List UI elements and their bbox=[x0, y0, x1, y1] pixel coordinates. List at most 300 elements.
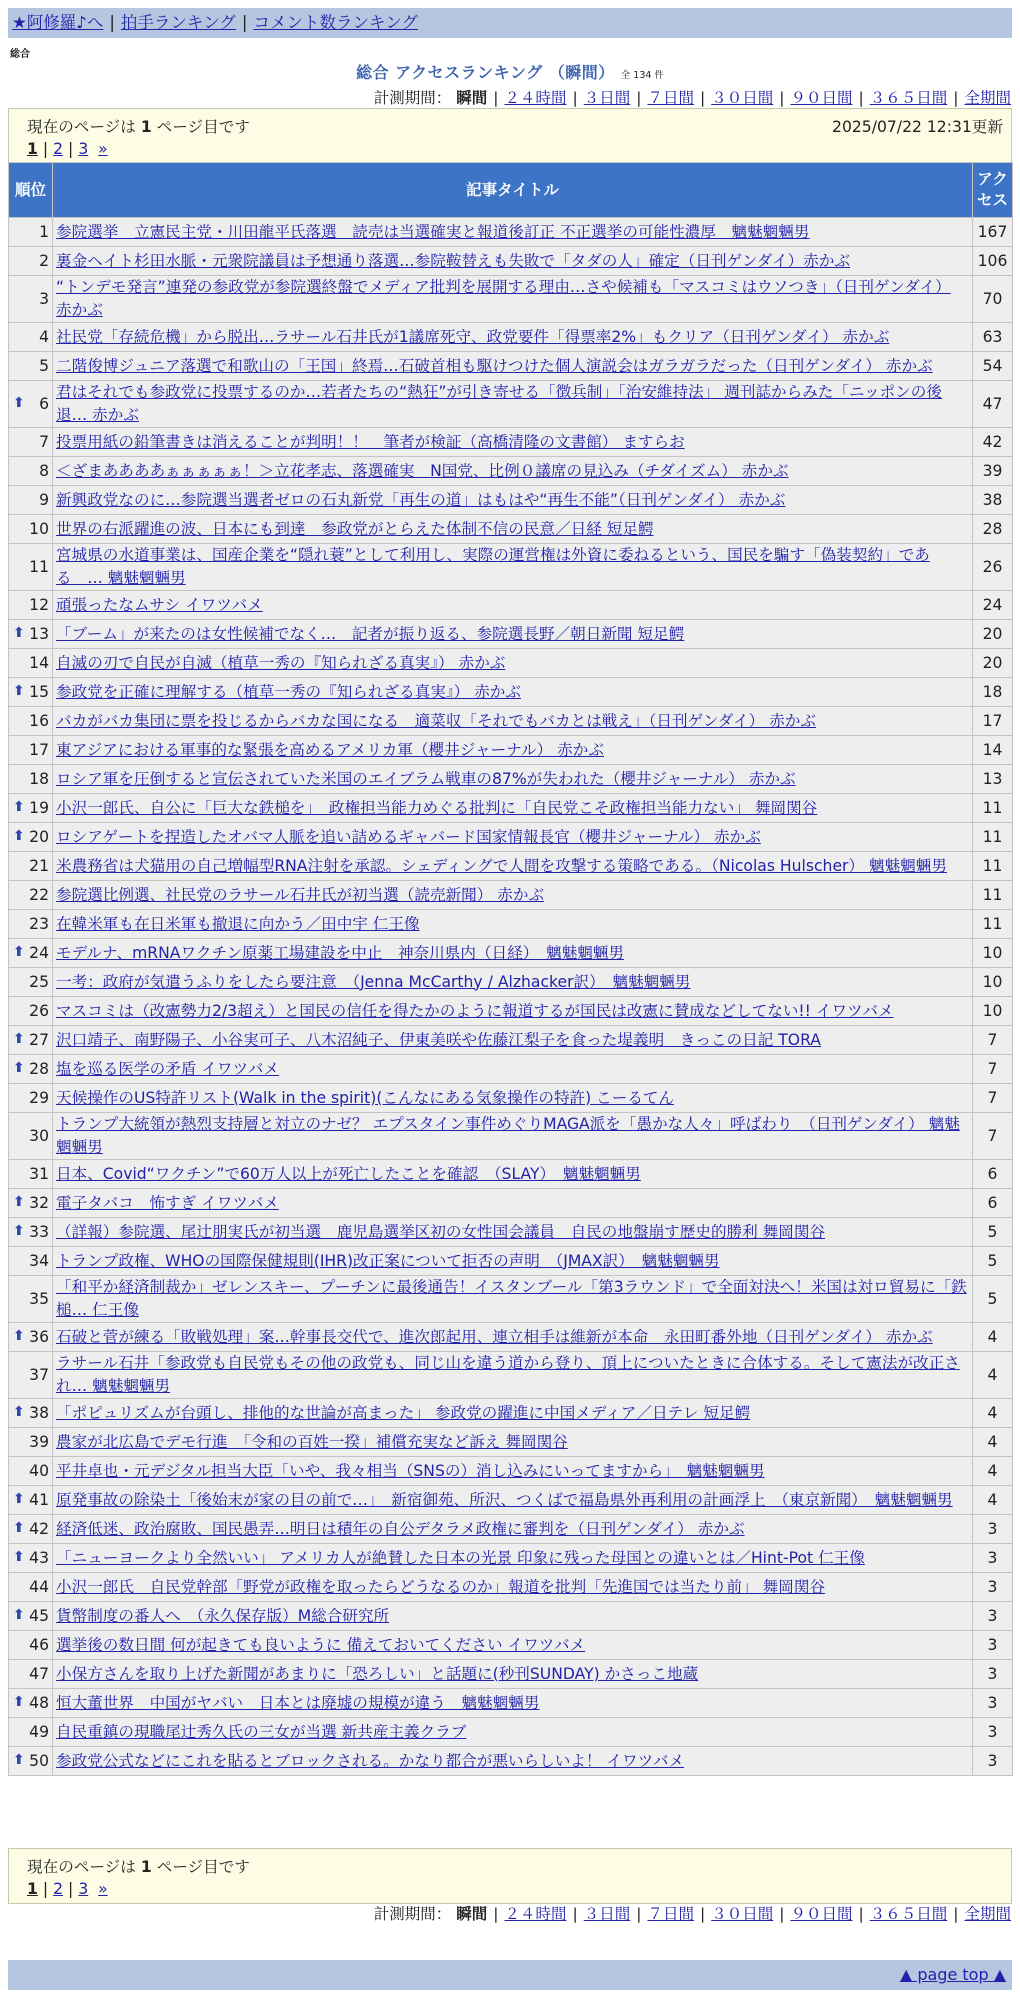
access-count: 4 bbox=[973, 1352, 1013, 1399]
title-cell bbox=[53, 1602, 973, 1631]
period-link-30d[interactable]: ３０日間 bbox=[711, 89, 774, 107]
table-row bbox=[9, 428, 1013, 457]
title-cell bbox=[53, 1276, 973, 1323]
title-cell bbox=[53, 794, 973, 823]
rank-cell bbox=[9, 218, 53, 247]
period-link-all[interactable]: 全期間 bbox=[964, 89, 1011, 107]
current-page: 1 bbox=[27, 140, 38, 158]
title-cell bbox=[53, 1189, 973, 1218]
title-cell bbox=[53, 591, 973, 620]
rank-number: 18 bbox=[29, 769, 49, 788]
access-count: 63 bbox=[973, 323, 1013, 352]
article-link[interactable]: バカがバカ集団に票を投じるからバカな国になる 適菜収「それでもバカとは戦え」（日刊ゲンダイ） 赤かぶ bbox=[56, 711, 817, 730]
header-title: 記事タイトル bbox=[53, 163, 973, 218]
access-count: 3 bbox=[973, 1718, 1013, 1747]
nav-separator: | bbox=[109, 13, 115, 32]
article-link[interactable]: 小沢一郎氏 自民党幹部「野党が政権を取ったらどうなるのか」報道を批判「先進国では当たり前」 舞岡関谷 bbox=[56, 1577, 826, 1596]
table-row bbox=[9, 1457, 1013, 1486]
period-current: 瞬間 bbox=[456, 89, 488, 107]
table-row bbox=[9, 620, 1013, 649]
rank-number: 19 bbox=[29, 798, 49, 817]
period-link-90d[interactable]: ９０日間 bbox=[790, 89, 853, 107]
access-count: 11 bbox=[973, 823, 1013, 852]
rank-number: 29 bbox=[29, 1088, 49, 1107]
rank-number: 36 bbox=[29, 1327, 49, 1346]
title-cell bbox=[53, 323, 973, 352]
rank-number: 3 bbox=[39, 289, 49, 308]
rank-number: 26 bbox=[29, 1001, 49, 1020]
home-link[interactable]: ★阿修羅♪へ bbox=[12, 13, 104, 32]
table-row bbox=[9, 1631, 1013, 1660]
title-cell bbox=[53, 765, 973, 794]
rank-number: 9 bbox=[39, 490, 49, 509]
article-link[interactable]: 参政党を正確に理解する（植草一秀の『知られざる真実』） 赤かぶ bbox=[56, 682, 521, 701]
article-link[interactable]: 石破と菅が練る「敗戦処理」案…幹事長交代で、進次郎起用、連立相手は維新が本命 永田町番外地（日刊ゲンダイ） 赤かぶ bbox=[56, 1327, 933, 1346]
article-link[interactable]: 参政党公式などにこれを貼るとブロックされる。かなり都合が悪いらしいよ！ イワツバメ bbox=[56, 1751, 685, 1770]
rank-number: 21 bbox=[29, 856, 49, 875]
access-count: 28 bbox=[973, 515, 1013, 544]
title-cell bbox=[53, 515, 973, 544]
period-link-7d[interactable]: ７日間 bbox=[647, 89, 694, 107]
title-cell bbox=[53, 218, 973, 247]
rank-cell bbox=[9, 381, 53, 428]
table-row bbox=[9, 707, 1013, 736]
article-link[interactable]: ロシア軍を圧倒すると宣伝されていた米国のエイブラム戦車の87%が失われた（櫻井ジャーナル） 赤かぶ bbox=[56, 769, 796, 788]
article-link[interactable]: 電子タバコ 怖すぎ イワツバメ bbox=[56, 1193, 279, 1212]
period-link-3d[interactable]: ３日間 bbox=[583, 1905, 631, 1923]
total-count: 全 134 件 bbox=[620, 70, 664, 81]
rank-number: 43 bbox=[29, 1548, 49, 1567]
clap-ranking-link[interactable]: 拍手ランキング bbox=[120, 13, 236, 32]
period-link-365d[interactable]: ３６５日間 bbox=[869, 89, 948, 107]
article-link[interactable]: 「和平か経済制裁か」ゼレンスキー、プーチンに最後通告！イスタンブール「第3ラウンド」で全面対決へ！米国は対ロ貿易に「鉄槌… 仁王像 bbox=[56, 1278, 967, 1319]
article-link[interactable]: 平井卓也・元デジタル担当大臣「いや、我々相当（SNSの）消し込みにいってますから」 魑魅魍魎男 bbox=[56, 1461, 765, 1480]
title-cell bbox=[53, 997, 973, 1026]
rank-number: 41 bbox=[29, 1490, 49, 1509]
access-count: 3 bbox=[973, 1544, 1013, 1573]
updated-timestamp: 2025/07/22 12:31更新 bbox=[832, 118, 1003, 136]
article-link[interactable]: モデルナ、mRNAワクチン原薬工場建設を中止 神奈川県内（日経） 魑魅魍魎男 bbox=[56, 943, 625, 962]
up-arrow-icon: ⬆ bbox=[13, 1060, 25, 1077]
up-arrow-icon: ⬆ bbox=[13, 1491, 25, 1508]
rank-number: 46 bbox=[29, 1635, 49, 1654]
rank-number: 49 bbox=[29, 1722, 49, 1741]
article-link[interactable]: 自滅の刃で自民が自滅（植草一秀の『知られざる真実』） 赤かぶ bbox=[56, 653, 506, 672]
rank-cell bbox=[9, 1399, 53, 1428]
title-cell bbox=[53, 1247, 973, 1276]
rank-cell bbox=[9, 1486, 53, 1515]
rank-cell bbox=[9, 428, 53, 457]
rank-cell bbox=[9, 1276, 53, 1323]
rank-cell bbox=[9, 620, 53, 649]
article-link[interactable]: （詳報）参院選、尾辻朋実氏が初当選 鹿児島選挙区初の女性国会議員 自民の地盤崩す歴史的勝利 舞岡関谷 bbox=[56, 1222, 826, 1241]
title-cell bbox=[53, 457, 973, 486]
article-link[interactable]: 恒大董世界 中国がヤバい 日本とは廃墟の規模が違う 魑魅魍魎男 bbox=[56, 1693, 540, 1712]
table-row bbox=[9, 794, 1013, 823]
title-cell bbox=[53, 1352, 973, 1399]
current-page: 1 bbox=[27, 1880, 38, 1898]
table-row bbox=[9, 1276, 1013, 1323]
access-count: 20 bbox=[973, 620, 1013, 649]
access-count: 11 bbox=[973, 910, 1013, 939]
access-count: 11 bbox=[973, 881, 1013, 910]
table-row bbox=[9, 1602, 1013, 1631]
up-arrow-icon: ⬆ bbox=[13, 1194, 25, 1211]
rank-cell bbox=[9, 707, 53, 736]
rank-number: 31 bbox=[29, 1164, 49, 1183]
rank-cell bbox=[9, 1631, 53, 1660]
period-link-24h[interactable]: ２４時間 bbox=[504, 89, 567, 107]
table-row bbox=[9, 1689, 1013, 1718]
table-row bbox=[9, 1247, 1013, 1276]
page-link-3[interactable]: 3 bbox=[78, 1880, 89, 1898]
article-link[interactable]: 「ポピュリズムが台頭し、排他的な世論が高まった」 参政党の躍進に中国メディア／日テレ 短足鰐 bbox=[56, 1403, 751, 1422]
article-link[interactable]: 選挙後の数日間 何が起きても良いように 備えておいてください イワツバメ bbox=[56, 1635, 586, 1654]
up-arrow-icon: ⬆ bbox=[13, 683, 25, 700]
period-selector-top: 計測期間： 瞬間 | ２４時間 | ３日間 | ７日間 | ３０日間 | ９０日間 | ３６５日間 | 全期間 bbox=[373, 89, 1011, 107]
up-arrow-icon: ⬆ bbox=[13, 1752, 25, 1769]
access-count: 4 bbox=[973, 1323, 1013, 1352]
rank-number: 33 bbox=[29, 1222, 49, 1241]
table-row bbox=[9, 1026, 1013, 1055]
period-link-7d[interactable]: ７日間 bbox=[647, 1905, 694, 1923]
article-link[interactable]: 貨幣制度の番人へ （永久保存版）M総合研究所 bbox=[56, 1606, 390, 1625]
page-info: 現在のページは 1 ページ目です bbox=[27, 118, 250, 136]
up-arrow-icon: ⬆ bbox=[13, 395, 25, 412]
rank-cell bbox=[9, 1352, 53, 1399]
rank-number: 23 bbox=[29, 914, 49, 933]
access-count: 42 bbox=[973, 428, 1013, 457]
article-link[interactable]: 投票用紙の鉛筆書きは消えることが判明！！ 筆者が検証（高橋清隆の文書館） ますらお bbox=[56, 432, 685, 451]
title-cell bbox=[53, 1428, 973, 1457]
article-link[interactable]: トランプ政権、WHOの国際保健規則(IHR)改正案について拒否の声明 （JMAX訳） 魑魅魍魎男 bbox=[56, 1251, 720, 1270]
up-arrow-icon: ⬆ bbox=[13, 1404, 25, 1421]
title-cell bbox=[53, 1113, 973, 1160]
article-link[interactable]: 農家が北広島でデモ行進 「令和の百姓一揆」補償充実など訴え 舞岡関谷 bbox=[56, 1432, 568, 1451]
access-count: 3 bbox=[973, 1631, 1013, 1660]
rank-cell bbox=[9, 765, 53, 794]
article-link[interactable]: 在韓米軍も在日米軍も撤退に向かう／田中宇 仁王像 bbox=[56, 914, 420, 933]
period-link-all[interactable]: 全期間 bbox=[964, 1905, 1011, 1923]
article-link[interactable]: 「ブーム」が来たのは女性候補でなく… 記者が振り返る、参院選長野／朝日新聞 短足鰐 bbox=[56, 624, 685, 643]
rank-cell bbox=[9, 323, 53, 352]
access-count: 11 bbox=[973, 852, 1013, 881]
page-link-3[interactable]: 3 bbox=[78, 140, 89, 158]
rank-cell bbox=[9, 1573, 53, 1602]
rank-cell bbox=[9, 736, 53, 765]
title-cell bbox=[53, 1718, 973, 1747]
access-count: 4 bbox=[973, 1428, 1013, 1457]
access-count: 3 bbox=[973, 1515, 1013, 1544]
comment-ranking-link[interactable]: コメント数ランキング bbox=[253, 13, 418, 32]
rank-number: 16 bbox=[29, 711, 49, 730]
article-link[interactable]: 二階俊博ジュニア落選で和歌山の「王国」終焉…石破首相も駆けつけた個人演説会はガラガラだった（日刊ゲンダイ） 赤かぶ bbox=[56, 356, 933, 375]
table-row bbox=[9, 678, 1013, 707]
rank-cell bbox=[9, 1689, 53, 1718]
rank-number: 11 bbox=[29, 557, 49, 576]
article-link[interactable]: 東アジアにおける軍事的な緊張を高めるアメリカ軍（櫻井ジャーナル） 赤かぶ bbox=[56, 740, 604, 759]
rank-number: 35 bbox=[29, 1289, 49, 1308]
table-row bbox=[9, 1323, 1013, 1352]
table-row bbox=[9, 939, 1013, 968]
access-count: 38 bbox=[973, 486, 1013, 515]
rank-cell bbox=[9, 1718, 53, 1747]
title-cell bbox=[53, 428, 973, 457]
ranking-rows bbox=[9, 218, 1013, 1776]
table-row bbox=[9, 381, 1013, 428]
title-cell bbox=[53, 1631, 973, 1660]
access-count: 70 bbox=[973, 276, 1013, 323]
title-cell bbox=[53, 823, 973, 852]
title-cell bbox=[53, 1544, 973, 1573]
up-arrow-icon: ⬆ bbox=[13, 944, 25, 961]
access-count: 7 bbox=[973, 1113, 1013, 1160]
rank-cell bbox=[9, 591, 53, 620]
up-arrow-icon: ⬆ bbox=[13, 1607, 25, 1624]
rank-cell bbox=[9, 1084, 53, 1113]
access-count: 4 bbox=[973, 1457, 1013, 1486]
up-arrow-icon: ⬆ bbox=[13, 1223, 25, 1240]
table-row bbox=[9, 1084, 1013, 1113]
title-cell bbox=[53, 352, 973, 381]
title-cell bbox=[53, 1026, 973, 1055]
rank-cell bbox=[9, 649, 53, 678]
table-row bbox=[9, 515, 1013, 544]
table-row bbox=[9, 1486, 1013, 1515]
rank-cell bbox=[9, 1218, 53, 1247]
rank-number: 2 bbox=[39, 251, 49, 270]
title-cell bbox=[53, 1573, 973, 1602]
article-link[interactable]: 塩を巡る医学の矛盾 イワツバメ bbox=[56, 1059, 279, 1078]
title-cell bbox=[53, 649, 973, 678]
access-count: 54 bbox=[973, 352, 1013, 381]
article-link[interactable]: 宮城県の水道事業は、国産企業を“隠れ蓑”として利用し、実際の運営権は外資に委ねるという、国民を騙す「偽装契約」である … 魑魅魍魎男 bbox=[56, 546, 930, 587]
rank-cell bbox=[9, 486, 53, 515]
page-title-text: 総合 アクセスランキング （瞬間） bbox=[356, 63, 615, 82]
table-row bbox=[9, 1189, 1013, 1218]
rank-number: 47 bbox=[29, 1664, 49, 1683]
period-link-90d[interactable]: ９０日間 bbox=[790, 1905, 853, 1923]
access-count: 14 bbox=[973, 736, 1013, 765]
rank-cell bbox=[9, 247, 53, 276]
period-link-24h[interactable]: ２４時間 bbox=[504, 1905, 567, 1923]
access-count: 26 bbox=[973, 544, 1013, 591]
article-link[interactable]: 経済低迷、政治腐敗、国民愚弄…明日は積年の自公デタラメ政権に審判を（日刊ゲンダイ） 赤かぶ bbox=[56, 1519, 745, 1538]
access-count: 17 bbox=[973, 707, 1013, 736]
access-count: 18 bbox=[973, 678, 1013, 707]
article-link[interactable]: マスコミは（改憲勢力2/3超え）と国民の信任を得たかのように報道するが国民は改憲に賛成などしてない!! イワツバメ bbox=[56, 1001, 894, 1020]
rank-cell bbox=[9, 1544, 53, 1573]
rank-number: 25 bbox=[29, 972, 49, 991]
access-count: 11 bbox=[973, 794, 1013, 823]
article-link[interactable]: 「ニューヨークより全然いい」 アメリカ人が絶賛した日本の光景 印象に残った母国との違いとは／Hint-Pot 仁王像 bbox=[56, 1548, 865, 1567]
access-count: 3 bbox=[973, 1573, 1013, 1602]
page-links: 1 | 2 | 3 » bbox=[27, 140, 108, 158]
title-cell bbox=[53, 881, 973, 910]
article-link[interactable]: トランプ大統領が熱烈支持層と対立のナゼ？ エプスタイン事件めぐりMAGA派を「愚かな人々」呼ばわり （日刊ゲンダイ） 魑魅魍魎男 bbox=[56, 1115, 960, 1156]
ranking-table bbox=[8, 162, 1013, 1776]
rank-cell bbox=[9, 1026, 53, 1055]
table-row bbox=[9, 323, 1013, 352]
rank-number: 27 bbox=[29, 1030, 49, 1049]
table-row bbox=[9, 1660, 1013, 1689]
table-row bbox=[9, 1352, 1013, 1399]
rank-number: 38 bbox=[29, 1403, 49, 1422]
article-link[interactable]: 米農務省は犬猫用の自己増幅型RNA注射を承認。シェディングで人間を攻撃する策略である。（Nicolas Hulscher） 魑魅魍魎男 bbox=[56, 856, 947, 875]
access-count: 3 bbox=[973, 1689, 1013, 1718]
rank-number: 8 bbox=[39, 461, 49, 480]
article-link[interactable]: 参院選比例選、社民党のラサール石井氏が初当選（読売新聞） 赤かぶ bbox=[56, 885, 545, 904]
top-nav-bar bbox=[8, 8, 1012, 38]
period-link-30d[interactable]: ３０日間 bbox=[711, 1905, 774, 1923]
page-link-2[interactable]: 2 bbox=[53, 140, 64, 158]
article-link[interactable]: 裏金ヘイト杉田水脈・元衆院議員は予想通り落選…参院鞍替えも失敗で「タダの人」確定（日刊ゲンダイ）赤かぶ bbox=[56, 251, 851, 270]
table-row bbox=[9, 1544, 1013, 1573]
article-link[interactable]: 新興政党なのに…参院選当選者ゼロの石丸新党「再生の道」はもはや“再生不能”（日刊ゲンダイ） 赤かぶ bbox=[56, 490, 786, 509]
article-link[interactable]: “トンデモ発言”連発の参政党が参院選終盤でメディア批判を展開する理由…さや候補も「マスコミはウソつき」（日刊ゲンダイ） 赤かぶ bbox=[56, 278, 951, 319]
access-count: 3 bbox=[973, 1660, 1013, 1689]
header-access: アクセス bbox=[973, 163, 1013, 218]
period-link-365d[interactable]: ３６５日間 bbox=[869, 1905, 948, 1923]
title-cell bbox=[53, 707, 973, 736]
rank-cell bbox=[9, 1602, 53, 1631]
access-count: 10 bbox=[973, 968, 1013, 997]
table-row bbox=[9, 1747, 1013, 1776]
rank-number: 40 bbox=[29, 1461, 49, 1480]
rank-cell bbox=[9, 1189, 53, 1218]
access-count: 10 bbox=[973, 997, 1013, 1026]
table-row bbox=[9, 1399, 1013, 1428]
title-cell bbox=[53, 247, 973, 276]
period-current: 瞬間 bbox=[456, 1905, 488, 1923]
table-row bbox=[9, 910, 1013, 939]
up-arrow-icon: ⬆ bbox=[13, 1031, 25, 1048]
next-page-link[interactable]: » bbox=[98, 140, 108, 158]
rank-cell bbox=[9, 881, 53, 910]
title-cell bbox=[53, 1486, 973, 1515]
rank-number: 28 bbox=[29, 1059, 49, 1078]
page-link-2[interactable]: 2 bbox=[53, 1880, 64, 1898]
access-count: 7 bbox=[973, 1055, 1013, 1084]
table-row bbox=[9, 486, 1013, 515]
table-row bbox=[9, 276, 1013, 323]
access-count: 4 bbox=[973, 1399, 1013, 1428]
article-link[interactable]: 自民重鎮の現職尾辻秀久氏の三女が当選 新共産主義クラブ bbox=[56, 1722, 467, 1741]
nav-separator: | bbox=[241, 13, 248, 32]
article-link[interactable]: 君はそれでも参政党に投票するのか…若者たちの“熱狂”が引き寄せる「徴兵制」「治安維持法」 週刊誌からみた「ニッポンの後退… 赤かぶ bbox=[56, 383, 942, 424]
rank-cell bbox=[9, 1747, 53, 1776]
table-row bbox=[9, 352, 1013, 381]
title-cell bbox=[53, 1457, 973, 1486]
title-cell bbox=[53, 620, 973, 649]
rank-number: 13 bbox=[29, 624, 49, 643]
article-link[interactable]: ラサール石井「参政党も自民党もその他の政党も、同じ山を違う道から登り、頂上についたときに合体する。そして憲法が改正され… 魑魅魍魎男 bbox=[56, 1354, 960, 1395]
table-row bbox=[9, 1055, 1013, 1084]
breadcrumb: 総合 bbox=[10, 49, 30, 60]
rank-cell bbox=[9, 515, 53, 544]
rank-cell bbox=[9, 1660, 53, 1689]
footer-bar bbox=[8, 1960, 1012, 1990]
up-arrow-icon: ⬆ bbox=[13, 625, 25, 642]
title-cell bbox=[53, 939, 973, 968]
rank-number: 32 bbox=[29, 1193, 49, 1212]
access-count: 6 bbox=[973, 1189, 1013, 1218]
access-count: 106 bbox=[973, 247, 1013, 276]
rank-cell bbox=[9, 678, 53, 707]
article-link[interactable]: 天候操作のUS特許リスト(Walk in the spirit)(こんなにある気象操作の特許) こーるてん bbox=[56, 1088, 674, 1107]
article-link[interactable]: 社民党「存続危機」から脱出…ラサール石井氏が1議席死守、政党要件「得票率2%」もクリア（日刊ゲンダイ） 赤かぶ bbox=[56, 327, 890, 346]
article-link[interactable]: 一考：政府が気遣うふりをしたら要注意 （Jenna McCarthy / Alzhacker訳） 魑魅魍魎男 bbox=[56, 972, 691, 991]
table-row bbox=[9, 881, 1013, 910]
title-cell bbox=[53, 1660, 973, 1689]
page-top-link[interactable]: ▲ page top ▲ bbox=[899, 1965, 1006, 1984]
access-count: 3 bbox=[973, 1602, 1013, 1631]
rank-cell bbox=[9, 1055, 53, 1084]
article-link[interactable]: 原発事故の除染土「後始末が家の目の前で…」 新宿御苑、所沢、つくばで福島県外再利用の計画浮上 （東京新聞） 魑魅魍魎男 bbox=[56, 1490, 953, 1509]
up-arrow-icon: ⬆ bbox=[13, 828, 25, 845]
rank-number: 24 bbox=[29, 943, 49, 962]
title-cell bbox=[53, 736, 973, 765]
rank-number: 50 bbox=[29, 1751, 49, 1770]
rank-number: 1 bbox=[39, 222, 49, 241]
rank-cell bbox=[9, 939, 53, 968]
article-link[interactable]: 沢口靖子、南野陽子、小谷実可子、八木沼純子、伊東美咲や佐藤江梨子を食った堤義明 きっこの日記 TORA bbox=[56, 1030, 821, 1049]
rank-number: 39 bbox=[29, 1432, 49, 1451]
access-count: 3 bbox=[973, 1747, 1013, 1776]
up-arrow-icon: ⬆ bbox=[13, 799, 25, 816]
article-link[interactable]: 世界の右派躍進の波、日本にも到達 参政党がとらえた体制不信の民意／日経 短足鰐 bbox=[56, 519, 654, 538]
table-row bbox=[9, 218, 1013, 247]
rank-number: 34 bbox=[29, 1251, 49, 1270]
article-link[interactable]: 小保方さんを取り上げた新聞があまりに「恐ろしい」と話題に(秒刊SUNDAY) かさっこ地蔵 bbox=[56, 1664, 699, 1683]
title-cell bbox=[53, 1747, 973, 1776]
rank-number: 7 bbox=[39, 432, 49, 451]
up-arrow-icon: ⬆ bbox=[13, 1520, 25, 1537]
rank-cell bbox=[9, 852, 53, 881]
access-count: 7 bbox=[973, 1026, 1013, 1055]
title-cell bbox=[53, 1515, 973, 1544]
rank-cell bbox=[9, 968, 53, 997]
up-arrow-icon: ⬆ bbox=[13, 1328, 25, 1345]
article-link[interactable]: 小沢一郎氏、自公に「巨大な鉄槌を」 政権担当能力めぐる批判に「自民党こそ政権担当能力ない」 舞岡関谷 bbox=[56, 798, 818, 817]
header-rank: 順位 bbox=[9, 163, 53, 218]
rank-number: 4 bbox=[39, 327, 49, 346]
access-count: 47 bbox=[973, 381, 1013, 428]
article-link[interactable]: ロシアゲートを捏造したオバマ人脈を追い詰めるギャバード国家情報長官（櫻井ジャーナル） 赤かぶ bbox=[56, 827, 761, 846]
rank-number: 48 bbox=[29, 1693, 49, 1712]
rank-number: 20 bbox=[29, 827, 49, 846]
up-arrow-icon: ⬆ bbox=[13, 1549, 25, 1566]
next-page-link[interactable]: » bbox=[98, 1880, 108, 1898]
title-cell bbox=[53, 910, 973, 939]
article-link[interactable]: ＜ざまああああぁぁぁぁぁ！＞立花孝志、落選確実 N国党、比例０議席の見込み（チダイズム） 赤かぶ bbox=[56, 461, 789, 480]
rank-number: 5 bbox=[39, 356, 49, 375]
access-count: 10 bbox=[973, 939, 1013, 968]
article-link[interactable]: 参院選挙 立憲民主党・川田龍平氏落選 読売は当選確実と報道後訂正 不正選挙の可能性濃厚 魑魅魍魎男 bbox=[56, 222, 810, 241]
period-link-3d[interactable]: ３日間 bbox=[583, 89, 631, 107]
access-count: 4 bbox=[973, 1486, 1013, 1515]
rank-number: 6 bbox=[39, 394, 49, 413]
article-link[interactable]: 日本、Covid“ワクチン”で60万人以上が死亡したことを確認 （SLAY） 魑魅魍魎男 bbox=[56, 1164, 641, 1183]
rank-cell bbox=[9, 910, 53, 939]
page-links: 1 | 2 | 3 » bbox=[27, 1880, 108, 1898]
access-count: 39 bbox=[973, 457, 1013, 486]
access-count: 5 bbox=[973, 1247, 1013, 1276]
title-cell bbox=[53, 1055, 973, 1084]
table-header-row bbox=[9, 163, 1013, 218]
article-link[interactable]: 頑張ったなムサシ イワツバメ bbox=[56, 595, 263, 614]
rank-cell bbox=[9, 1323, 53, 1352]
